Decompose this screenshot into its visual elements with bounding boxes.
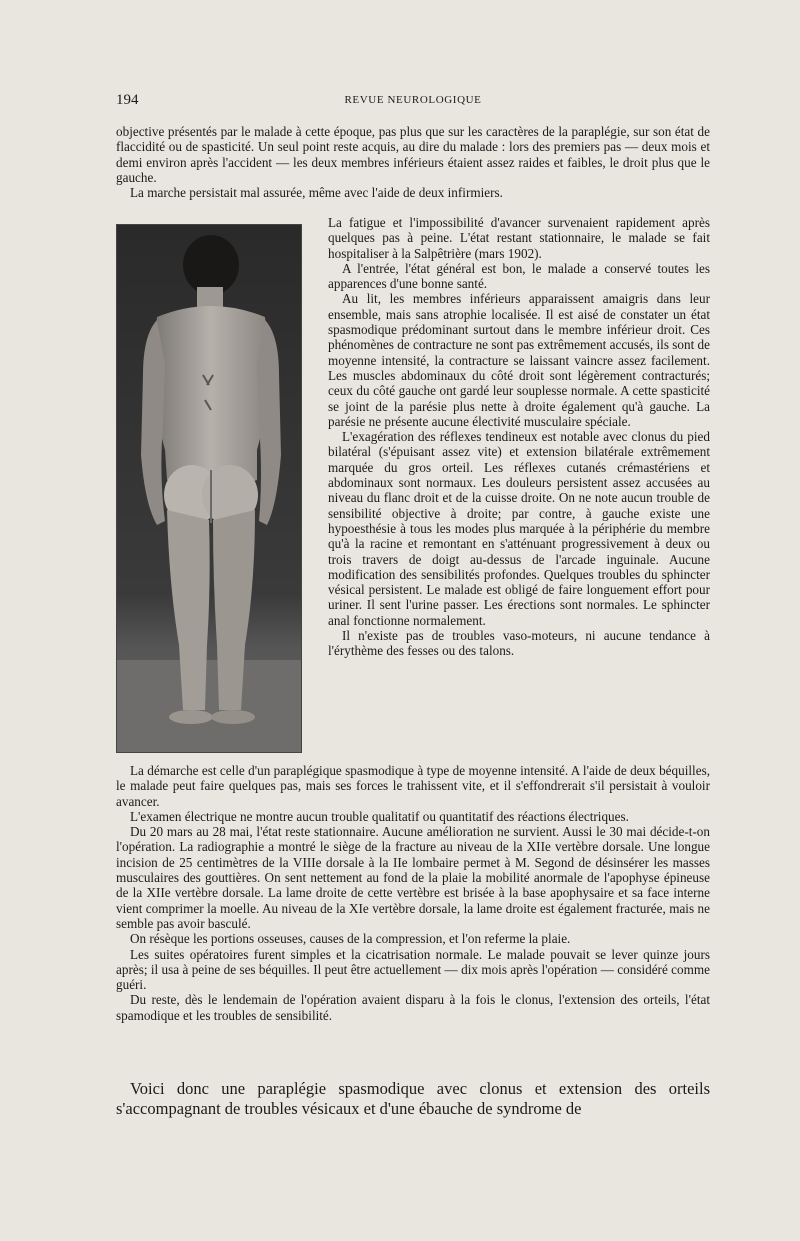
page-number: 194 <box>116 92 139 108</box>
paragraph: Au lit, les membres inférieurs apparaissent amaigris dans leur ensemble, mais sans atrophie localisée. Il est aisé de constater un état spasmodique prédominant surtout dans le membre inférieur droit. Ces phénomènes de contracture ne sont pas extrêmement accusés, ils sont de moyenne intensité, la contracture se laissant vaincre assez facilement. Les muscles abdominaux du côté droit sont légèrement contracturés; ceux du côté gauche ont gardé leur souplesse normale. A cette spasticité se joint de la parésie plus nette à droite également qu'à gauche. La parésie ne présente aucune électivité musculaire spéciale. <box>328 291 710 429</box>
side-text <box>328 215 710 659</box>
paragraph: objective présentés par le malade à cette époque, pas plus que sur les caractères de la paraplégie, sur son état de flaccidité ou de spasticité. Un seul point reste acquis, au dire du malade : lors des premiers pas — deux mois et demi environ après l'accident — les deux membres inférieurs étaient assez raides et faibles, le droit plus que le gauche. <box>116 124 710 185</box>
photo-illustration <box>117 225 301 752</box>
bottom-text <box>116 763 710 1023</box>
paragraph: La marche persistait mal assurée, même avec l'aide de deux infirmiers. <box>130 185 503 201</box>
paragraph: La fatigue et l'impossibilité d'avancer survenaient rapidement après quelques pas à peine. L'état restant stationnaire, le malade se fait hospitaliser à la Salpêtrière (mars 1902). <box>328 215 710 261</box>
top-text <box>116 124 710 200</box>
paragraph: L'exagération des réflexes tendineux est notable avec clonus du pied bilatéral (s'épuisant assez vite) et extension bilatérale extrêmement marquée du gros orteil. Les réflexes cutanés crémastériens et abdominaux sont normaux. Les douleurs persistent assez accusées au niveau du flanc droit et de la cuisse droite. On ne note aucun trouble de sensibilité objective à droite; par contre, à gauche existe une hypoesthésie à tous les modes plus marquée à la périphérie du membre qu'à la racine et remontant en s'atténuant progressivement à deux ou trois travers de doigt au-dessus de l'arcade inguinale. Aucune modification des sensibilités profondes. Quelques troubles du sphincter vésical persistent. Le malade est obligé de faire longuement effort pour uriner. Il sent l'urine passer. Les érections sont normales. Le sphincter anal fonctionne normalement. <box>328 429 710 628</box>
paragraph: Voici donc une paraplégie spasmodique avec clonus et extension des orteils s'accompagnant de troubles vésicaux et d'une ébauche de syndrome de <box>116 1079 710 1118</box>
paragraph: Du 20 mars au 28 mai, l'état reste stationnaire. Aucune amélioration ne survient. Aussi le 30 mai décide-t-on l'opération. La radiographie a montré le siège de la fracture au niveau de la XIIe vertèbre dorsale. Une longue incision de 25 centimètres de la VIIIe dorsale à la IIe lombaire permet à M. Segond de désinsérer les masses musculaires des gouttières. On sent nettement au fond de la plaie la mobilité anormale de l'apophyse épineuse de la XIIe vertèbre dorsale. La lame droite de cette vertèbre est brisée à la base apophysaire et sa face interne vient comprimer la moelle. Au niveau de la XIe vertèbre dorsale, la lame droite est également fracturée, mais ne semble pas avoir basculé. <box>116 824 710 931</box>
page-header <box>116 92 710 112</box>
paragraph: Il n'existe pas de troubles vaso-moteurs, ni aucune tendance à l'érythème des fesses ou des talons. <box>328 628 710 659</box>
conclusion-text <box>116 1079 710 1119</box>
paragraph: L'examen électrique ne montre aucun trouble qualitatif ou quantitatif des réactions électriques. <box>130 808 629 824</box>
running-title: REVUE NEUROLOGIQUE <box>344 94 482 106</box>
paragraph: Du reste, dès le lendemain de l'opération avaient disparu à la fois le clonus, l'extension des orteils, l'état spamodique et les troubles de sensibilité. <box>116 992 710 1023</box>
paragraph: On résèque les portions osseuses, causes de la compression, et l'on referme la plaie. <box>130 931 571 947</box>
paragraph: A l'entrée, l'état général est bon, le malade a conservé toutes les apparences d'une bonne santé. <box>328 260 710 292</box>
paragraph: La démarche est celle d'un paraplégique spasmodique à type de moyenne intensité. A l'aide de deux béquilles, le malade peut faire quelques pas, mais ses forces le trahissent vite, et il s'effondrerait s'il persistait à vouloir avancer. <box>116 763 710 809</box>
paragraph: Les suites opératoires furent simples et la cicatrisation normale. Le malade pouvait se lever quinze jours après; il usa à peine de ses béquilles. Il peut être actuellement — dix mois après l'opération — considéré comme guéri. <box>116 946 710 993</box>
patient-photograph <box>116 224 302 753</box>
